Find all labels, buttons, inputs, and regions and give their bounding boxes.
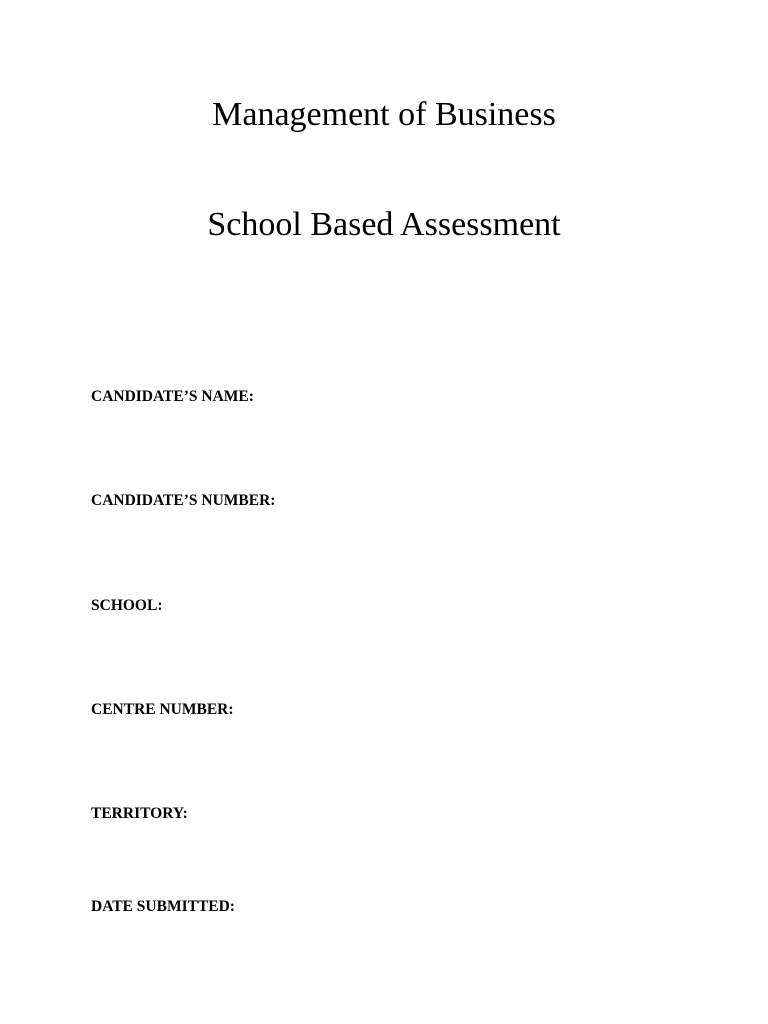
date-submitted-label: DATE SUBMITTED: [91,898,235,915]
candidate-number-label: CANDIDATE’S NUMBER: [91,492,276,509]
candidate-name-label: CANDIDATE’S NAME: [91,388,254,405]
school-label: SCHOOL: [91,597,163,614]
centre-number-label: CENTRE NUMBER: [91,701,234,718]
document-title: Management of Business [212,96,556,133]
document-subtitle: School Based Assessment [207,206,561,243]
territory-label: TERRITORY: [91,805,188,822]
